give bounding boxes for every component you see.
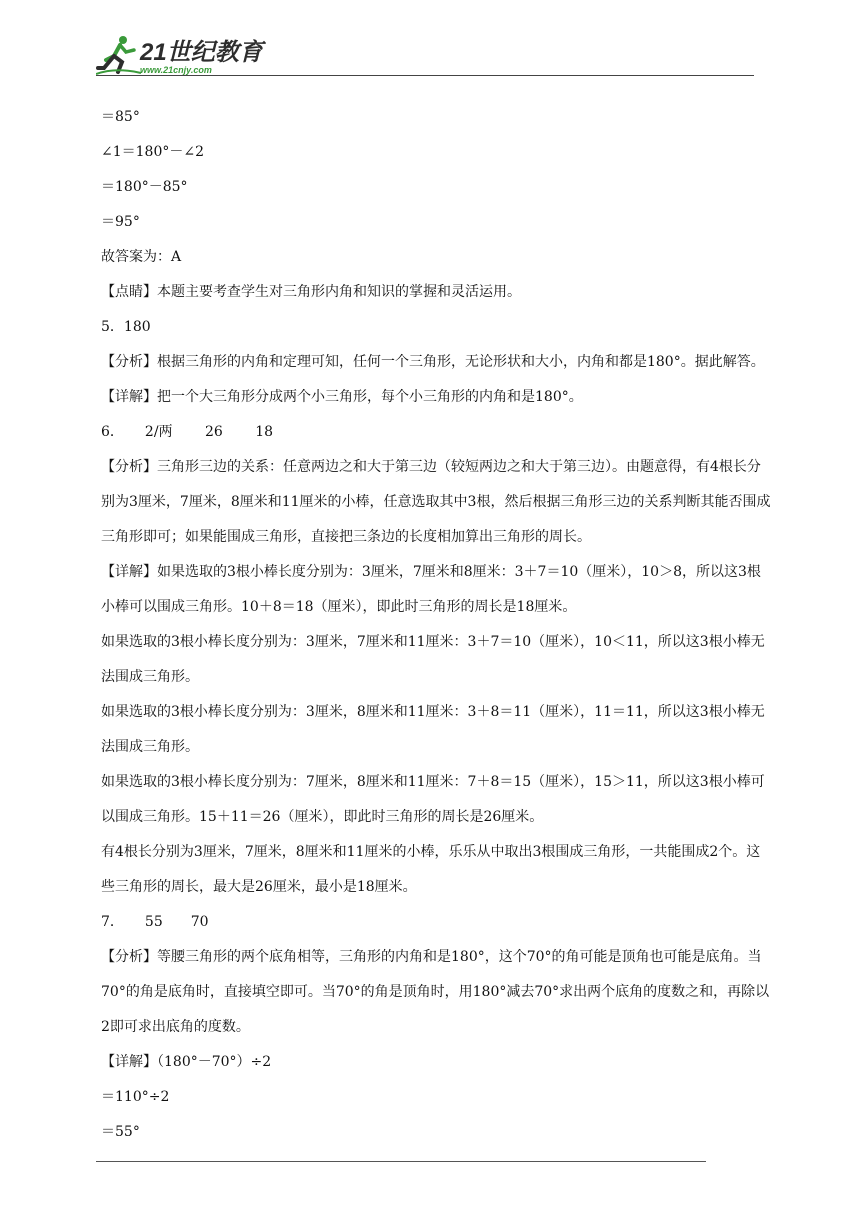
text-line: ＝55° xyxy=(101,1124,140,1140)
question-answer-7: 7． 55 70 xyxy=(101,914,209,930)
detail-paragraph: 【详解】（180°－70°）÷2 xyxy=(101,1054,272,1070)
svg-text:21世纪教育: 21世纪教育 xyxy=(140,39,263,66)
case-paragraph: 如果选取的3根小棒长度分别为：7厘米，8厘米和11厘米：7＋8＝15（厘米），15＞11，所以这3根小棒可以围成三角形。15＋11＝26（厘米），即此时三角形的周长是26厘米。 xyxy=(101,774,765,825)
question-answer-6: 6． 2/两 26 18 xyxy=(101,424,274,440)
text-line: ∠1＝180°－∠2 xyxy=(101,144,204,160)
case-paragraph: 如果选取的3根小棒长度分别为：3厘米，8厘米和11厘米：3＋8＝11（厘米），11＝11，所以这3根小棒无法围成三角形。 xyxy=(101,704,765,755)
site-logo xyxy=(96,34,266,76)
text-line: ＝110°÷2 xyxy=(101,1089,170,1105)
text-line: ＝85° xyxy=(101,109,140,125)
analysis-paragraph: 【分析】根据三角形的内角和定理可知，任何一个三角形，无论形状和大小，内角和都是180°。据此解答。 xyxy=(101,354,765,370)
runner-logo-icon xyxy=(96,34,266,76)
summary-paragraph: 有4根长分别为3厘米，7厘米，8厘米和11厘米的小棒，乐乐从中取出3根围成三角形，一共能围成2个。这些三角形的周长，最大是26厘米，最小是18厘米。 xyxy=(101,844,761,895)
question-answer-5: 5．180 xyxy=(101,319,151,335)
footer-divider xyxy=(96,1161,706,1162)
text-line: ＝95° xyxy=(101,214,140,230)
svg-text:www.21cnjy.com: www.21cnjy.com xyxy=(140,65,212,75)
case-paragraph: 如果选取的3根小棒长度分别为：3厘米，7厘米和11厘米：3＋7＝10（厘米），10＜11，所以这3根小棒无法围成三角形。 xyxy=(101,634,765,685)
page-header xyxy=(0,0,860,80)
analysis-paragraph: 【分析】三角形三边的关系：任意两边之和大于第三边（较短两边之和大于第三边）。由题意得，有4根长分别为3厘米，7厘米，8厘米和11厘米的小棒，任意选取其中3根，然后根据三角形三边的关系判断其能否围成三角形即可；如果能围成三角形，直接把三条边的长度相加算出三角形的周长。 xyxy=(101,459,771,545)
analysis-paragraph: 【分析】等腰三角形的两个底角相等，三角形的内角和是180°，这个70°的角可能是顶角也可能是底角。当70°的角是底角时，直接填空即可。当70°的角是顶角时，用180°减去70°求出两个底角的度数之和，再除以2即可求出底角的度数。 xyxy=(101,949,770,1035)
header-divider xyxy=(96,75,754,76)
comment-paragraph: 【点睛】本题主要考查学生对三角形内角和知识的掌握和灵活运用。 xyxy=(101,284,521,300)
detail-paragraph: 【详解】如果选取的3根小棒长度分别为：3厘米，7厘米和8厘米：3＋7＝10（厘米），10＞8，所以这3根小棒可以围成三角形。10＋8＝18（厘米），即此时三角形的周长是18厘米。 xyxy=(101,564,761,615)
document-body xyxy=(101,100,771,1150)
detail-paragraph: 【详解】把一个大三角形分成两个小三角形，每个小三角形的内角和是180°。 xyxy=(101,389,583,405)
answer-line: 故答案为：A xyxy=(101,249,182,265)
text-line: ＝180°－85° xyxy=(101,179,188,195)
